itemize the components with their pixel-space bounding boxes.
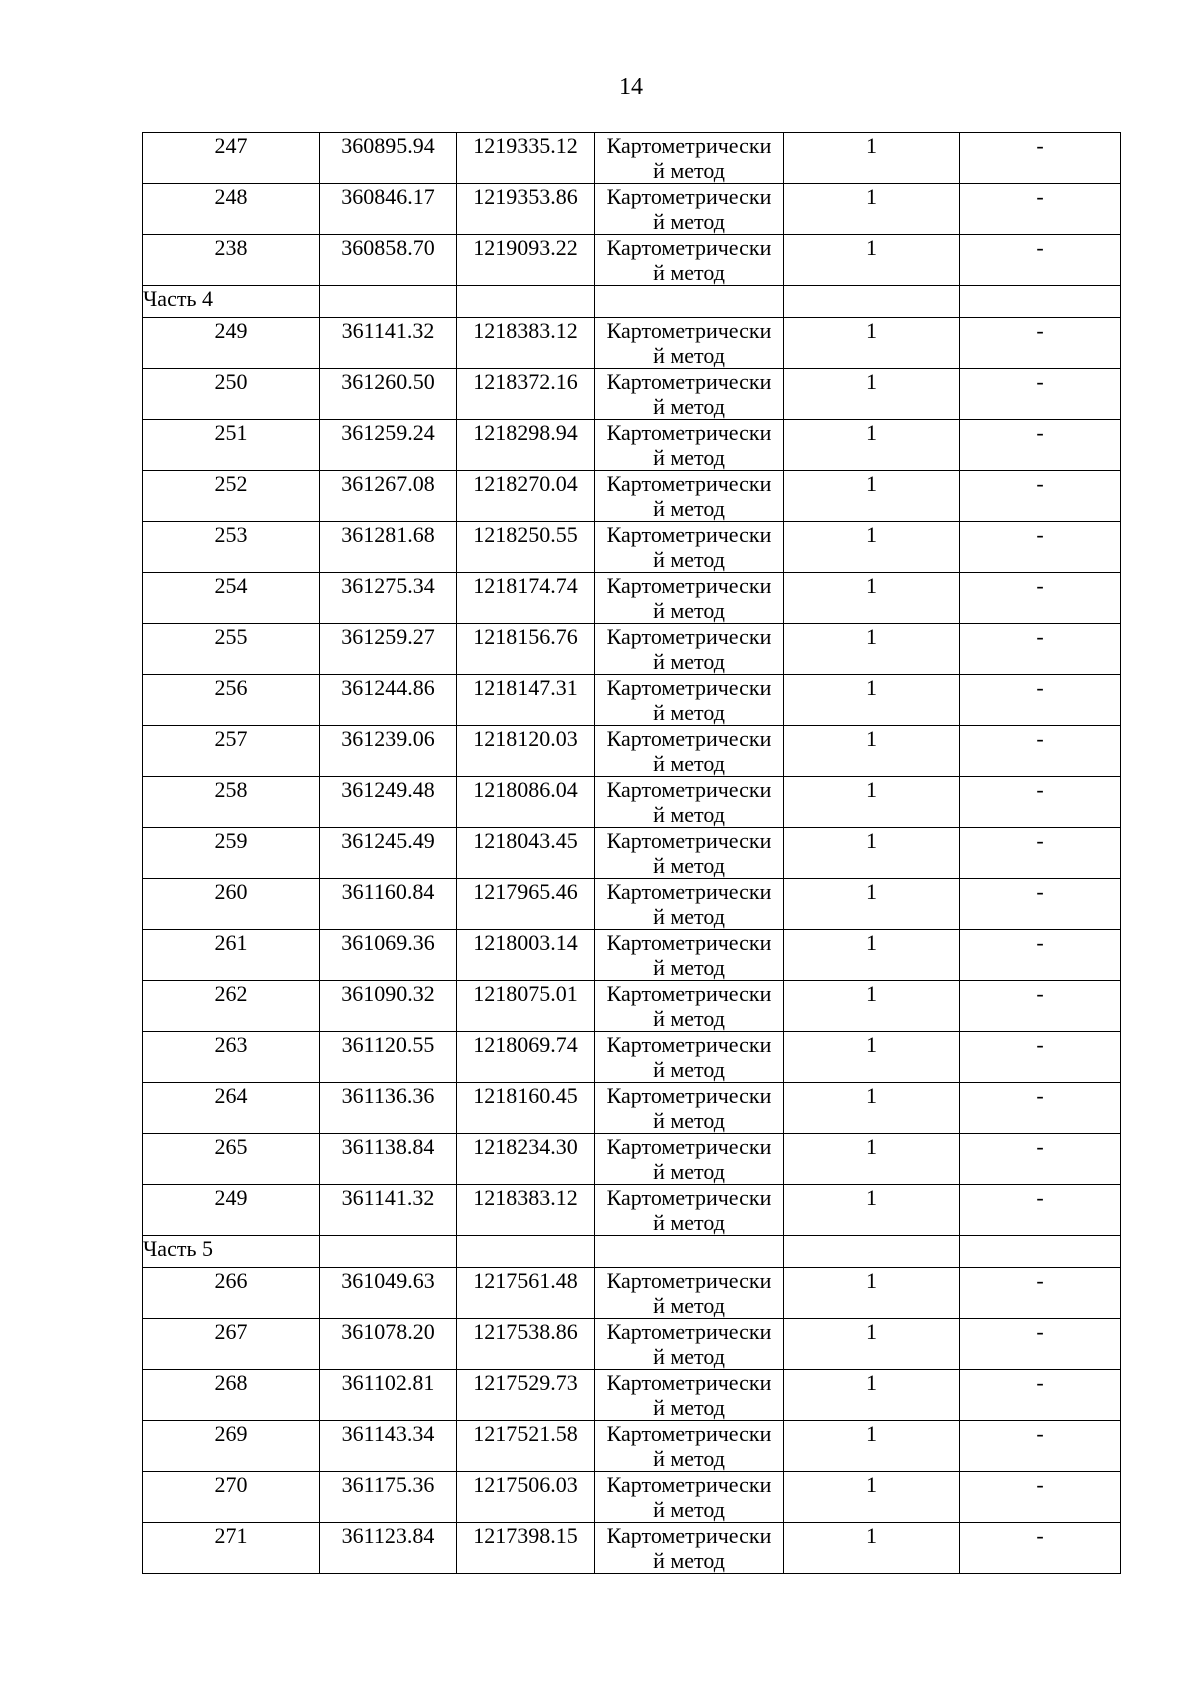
method-text-line1: Картометрически xyxy=(606,318,772,343)
x-coordinate-cell: 361245.49 xyxy=(320,828,457,879)
table-body xyxy=(143,133,1121,1574)
table-row xyxy=(143,1032,1121,1083)
accuracy-cell: 1 xyxy=(784,675,960,726)
x-coordinate-cell: 361069.36 xyxy=(320,930,457,981)
method-cell xyxy=(595,930,784,981)
note-cell: - xyxy=(960,1134,1121,1185)
method-cell xyxy=(595,624,784,675)
method-cell xyxy=(595,1472,784,1523)
table-row xyxy=(143,420,1121,471)
method-text-line2: й метод xyxy=(653,904,725,929)
method-text-line1: Картометрически xyxy=(606,420,772,445)
empty-cell xyxy=(320,1236,457,1268)
method-text-line2: й метод xyxy=(653,751,725,776)
note-cell: - xyxy=(960,828,1121,879)
table-row xyxy=(143,573,1121,624)
note-cell: - xyxy=(960,318,1121,369)
method-text-line1: Картометрически xyxy=(606,369,772,394)
table-row xyxy=(143,624,1121,675)
table-row xyxy=(143,879,1121,930)
accuracy-cell: 1 xyxy=(784,1083,960,1134)
y-coordinate-cell: 1218075.01 xyxy=(457,981,595,1032)
point-number-cell: 253 xyxy=(143,522,320,573)
note-cell: - xyxy=(960,1268,1121,1319)
method-text-line2: й метод xyxy=(653,1344,725,1369)
point-number-cell: 265 xyxy=(143,1134,320,1185)
empty-cell xyxy=(960,286,1121,318)
note-cell: - xyxy=(960,184,1121,235)
point-number-cell: 238 xyxy=(143,235,320,286)
accuracy-cell: 1 xyxy=(784,879,960,930)
accuracy-cell: 1 xyxy=(784,420,960,471)
table-row xyxy=(143,1083,1121,1134)
table-row xyxy=(143,777,1121,828)
method-text-line2: й метод xyxy=(653,343,725,368)
x-coordinate-cell: 361049.63 xyxy=(320,1268,457,1319)
note-cell: - xyxy=(960,879,1121,930)
method-text-line2: й метод xyxy=(653,649,725,674)
y-coordinate-cell: 1218003.14 xyxy=(457,930,595,981)
method-cell xyxy=(595,1370,784,1421)
x-coordinate-cell: 361090.32 xyxy=(320,981,457,1032)
x-coordinate-cell: 361141.32 xyxy=(320,318,457,369)
accuracy-cell: 1 xyxy=(784,624,960,675)
table-row xyxy=(143,522,1121,573)
method-text-line2: й метод xyxy=(653,1497,725,1522)
x-coordinate-cell: 361260.50 xyxy=(320,369,457,420)
table-row xyxy=(143,369,1121,420)
point-number-cell: 269 xyxy=(143,1421,320,1472)
empty-cell xyxy=(595,286,784,318)
table-row xyxy=(143,1268,1121,1319)
accuracy-cell: 1 xyxy=(784,1421,960,1472)
x-coordinate-cell: 361102.81 xyxy=(320,1370,457,1421)
table-row xyxy=(143,1134,1121,1185)
note-cell: - xyxy=(960,1185,1121,1236)
empty-cell xyxy=(784,1236,960,1268)
method-text-line2: й метод xyxy=(653,496,725,521)
method-cell xyxy=(595,522,784,573)
y-coordinate-cell: 1217521.58 xyxy=(457,1421,595,1472)
part-header-row xyxy=(143,1236,1121,1268)
note-cell: - xyxy=(960,726,1121,777)
y-coordinate-cell: 1218383.12 xyxy=(457,1185,595,1236)
method-text-line2: й метод xyxy=(653,1395,725,1420)
method-cell xyxy=(595,184,784,235)
method-text-line1: Картометрически xyxy=(606,879,772,904)
y-coordinate-cell: 1218156.76 xyxy=(457,624,595,675)
y-coordinate-cell: 1218174.74 xyxy=(457,573,595,624)
method-text-line2: й метод xyxy=(653,853,725,878)
empty-cell xyxy=(457,1236,595,1268)
method-text-line2: й метод xyxy=(653,1108,725,1133)
empty-cell xyxy=(320,286,457,318)
method-text-line2: й метод xyxy=(653,1548,725,1573)
method-text-line1: Картометрически xyxy=(606,522,772,547)
x-coordinate-cell: 361123.84 xyxy=(320,1523,457,1574)
method-cell xyxy=(595,573,784,624)
empty-cell xyxy=(595,1236,784,1268)
accuracy-cell: 1 xyxy=(784,471,960,522)
method-cell xyxy=(595,777,784,828)
point-number-cell: 255 xyxy=(143,624,320,675)
page-number: 14 xyxy=(619,74,643,100)
method-text-line1: Картометрически xyxy=(606,133,772,158)
method-text-line2: й метод xyxy=(653,209,725,234)
y-coordinate-cell: 1219353.86 xyxy=(457,184,595,235)
table-row xyxy=(143,133,1121,184)
note-cell: - xyxy=(960,1083,1121,1134)
accuracy-cell: 1 xyxy=(784,930,960,981)
method-text-line1: Картометрически xyxy=(606,1319,772,1344)
table-row xyxy=(143,184,1121,235)
method-text-line1: Картометрически xyxy=(606,1370,772,1395)
point-number-cell: 268 xyxy=(143,1370,320,1421)
method-text-line1: Картометрически xyxy=(606,1421,772,1446)
point-number-cell: 258 xyxy=(143,777,320,828)
y-coordinate-cell: 1217398.15 xyxy=(457,1523,595,1574)
table-row xyxy=(143,1472,1121,1523)
accuracy-cell: 1 xyxy=(784,318,960,369)
method-text-line2: й метод xyxy=(653,1210,725,1235)
note-cell: - xyxy=(960,471,1121,522)
method-text-line2: й метод xyxy=(653,1006,725,1031)
y-coordinate-cell: 1218298.94 xyxy=(457,420,595,471)
method-text-line2: й метод xyxy=(653,158,725,183)
note-cell: - xyxy=(960,369,1121,420)
point-number-cell: 249 xyxy=(143,1185,320,1236)
table-row xyxy=(143,675,1121,726)
x-coordinate-cell: 361143.34 xyxy=(320,1421,457,1472)
note-cell: - xyxy=(960,624,1121,675)
point-number-cell: 256 xyxy=(143,675,320,726)
method-text-line1: Картометрически xyxy=(606,1185,772,1210)
method-cell xyxy=(595,675,784,726)
accuracy-cell: 1 xyxy=(784,133,960,184)
y-coordinate-cell: 1218372.16 xyxy=(457,369,595,420)
y-coordinate-cell: 1217506.03 xyxy=(457,1472,595,1523)
x-coordinate-cell: 361138.84 xyxy=(320,1134,457,1185)
method-cell xyxy=(595,981,784,1032)
y-coordinate-cell: 1218120.03 xyxy=(457,726,595,777)
empty-cell xyxy=(457,286,595,318)
y-coordinate-cell: 1218086.04 xyxy=(457,777,595,828)
y-coordinate-cell: 1218250.55 xyxy=(457,522,595,573)
method-cell xyxy=(595,1523,784,1574)
method-text-line1: Картометрически xyxy=(606,471,772,496)
method-cell xyxy=(595,1083,784,1134)
note-cell: - xyxy=(960,777,1121,828)
method-cell xyxy=(595,1319,784,1370)
method-cell xyxy=(595,235,784,286)
note-cell: - xyxy=(960,573,1121,624)
accuracy-cell: 1 xyxy=(784,1523,960,1574)
x-coordinate-cell: 361249.48 xyxy=(320,777,457,828)
table-row xyxy=(143,726,1121,777)
method-text-line1: Картометрически xyxy=(606,1083,772,1108)
method-text-line1: Картометрически xyxy=(606,675,772,700)
point-number-cell: 267 xyxy=(143,1319,320,1370)
point-number-cell: 270 xyxy=(143,1472,320,1523)
accuracy-cell: 1 xyxy=(784,184,960,235)
method-text-line1: Картометрически xyxy=(606,573,772,598)
method-text-line1: Картометрически xyxy=(606,1134,772,1159)
x-coordinate-cell: 361281.68 xyxy=(320,522,457,573)
y-coordinate-cell: 1218234.30 xyxy=(457,1134,595,1185)
part-label: Часть 4 xyxy=(143,286,320,318)
accuracy-cell: 1 xyxy=(784,828,960,879)
method-cell xyxy=(595,133,784,184)
accuracy-cell: 1 xyxy=(784,1319,960,1370)
method-cell xyxy=(595,369,784,420)
y-coordinate-cell: 1217561.48 xyxy=(457,1268,595,1319)
empty-cell xyxy=(960,1236,1121,1268)
y-coordinate-cell: 1218147.31 xyxy=(457,675,595,726)
note-cell: - xyxy=(960,1370,1121,1421)
y-coordinate-cell: 1218043.45 xyxy=(457,828,595,879)
method-cell xyxy=(595,726,784,777)
method-text-line2: й метод xyxy=(653,802,725,827)
point-number-cell: 248 xyxy=(143,184,320,235)
note-cell: - xyxy=(960,1032,1121,1083)
x-coordinate-cell: 360846.17 xyxy=(320,184,457,235)
table-row xyxy=(143,471,1121,522)
table-row xyxy=(143,930,1121,981)
accuracy-cell: 1 xyxy=(784,369,960,420)
method-text-line2: й метод xyxy=(653,1293,725,1318)
y-coordinate-cell: 1219335.12 xyxy=(457,133,595,184)
point-number-cell: 271 xyxy=(143,1523,320,1574)
y-coordinate-cell: 1218069.74 xyxy=(457,1032,595,1083)
table-row xyxy=(143,1421,1121,1472)
note-cell: - xyxy=(960,1421,1121,1472)
point-number-cell: 251 xyxy=(143,420,320,471)
method-cell xyxy=(595,828,784,879)
point-number-cell: 266 xyxy=(143,1268,320,1319)
accuracy-cell: 1 xyxy=(784,1472,960,1523)
accuracy-cell: 1 xyxy=(784,777,960,828)
table-row xyxy=(143,828,1121,879)
y-coordinate-cell: 1219093.22 xyxy=(457,235,595,286)
method-text-line1: Картометрически xyxy=(606,624,772,649)
accuracy-cell: 1 xyxy=(784,235,960,286)
point-number-cell: 254 xyxy=(143,573,320,624)
x-coordinate-cell: 361175.36 xyxy=(320,1472,457,1523)
method-cell xyxy=(595,1421,784,1472)
point-number-cell: 257 xyxy=(143,726,320,777)
table-row xyxy=(143,1185,1121,1236)
accuracy-cell: 1 xyxy=(784,573,960,624)
accuracy-cell: 1 xyxy=(784,726,960,777)
x-coordinate-cell: 361267.08 xyxy=(320,471,457,522)
x-coordinate-cell: 360858.70 xyxy=(320,235,457,286)
x-coordinate-cell: 361136.36 xyxy=(320,1083,457,1134)
point-number-cell: 247 xyxy=(143,133,320,184)
x-coordinate-cell: 361259.24 xyxy=(320,420,457,471)
point-number-cell: 261 xyxy=(143,930,320,981)
accuracy-cell: 1 xyxy=(784,981,960,1032)
method-text-line1: Картометрически xyxy=(606,1472,772,1497)
method-cell xyxy=(595,1268,784,1319)
point-number-cell: 252 xyxy=(143,471,320,522)
method-text-line1: Картометрически xyxy=(606,777,772,802)
accuracy-cell: 1 xyxy=(784,1134,960,1185)
note-cell: - xyxy=(960,1472,1121,1523)
method-text-line2: й метод xyxy=(653,1446,725,1471)
note-cell: - xyxy=(960,1523,1121,1574)
method-text-line1: Картометрически xyxy=(606,828,772,853)
x-coordinate-cell: 361239.06 xyxy=(320,726,457,777)
method-cell xyxy=(595,879,784,930)
note-cell: - xyxy=(960,930,1121,981)
x-coordinate-cell: 361141.32 xyxy=(320,1185,457,1236)
x-coordinate-cell: 361275.34 xyxy=(320,573,457,624)
accuracy-cell: 1 xyxy=(784,1370,960,1421)
point-number-cell: 263 xyxy=(143,1032,320,1083)
coordinates-table xyxy=(142,132,1121,1574)
x-coordinate-cell: 361160.84 xyxy=(320,879,457,930)
y-coordinate-cell: 1217538.86 xyxy=(457,1319,595,1370)
y-coordinate-cell: 1218160.45 xyxy=(457,1083,595,1134)
note-cell: - xyxy=(960,522,1121,573)
method-text-line2: й метод xyxy=(653,394,725,419)
note-cell: - xyxy=(960,675,1121,726)
method-text-line2: й метод xyxy=(653,700,725,725)
table-row xyxy=(143,1523,1121,1574)
method-cell xyxy=(595,1032,784,1083)
note-cell: - xyxy=(960,235,1121,286)
table-row xyxy=(143,981,1121,1032)
point-number-cell: 250 xyxy=(143,369,320,420)
table-row xyxy=(143,1370,1121,1421)
x-coordinate-cell: 361244.86 xyxy=(320,675,457,726)
point-number-cell: 259 xyxy=(143,828,320,879)
x-coordinate-cell: 361120.55 xyxy=(320,1032,457,1083)
accuracy-cell: 1 xyxy=(784,522,960,573)
y-coordinate-cell: 1217965.46 xyxy=(457,879,595,930)
accuracy-cell: 1 xyxy=(784,1032,960,1083)
x-coordinate-cell: 361078.20 xyxy=(320,1319,457,1370)
method-text-line1: Картометрически xyxy=(606,981,772,1006)
method-cell xyxy=(595,1185,784,1236)
method-text-line1: Картометрически xyxy=(606,1523,772,1548)
y-coordinate-cell: 1218270.04 xyxy=(457,471,595,522)
point-number-cell: 264 xyxy=(143,1083,320,1134)
note-cell: - xyxy=(960,420,1121,471)
method-text-line2: й метод xyxy=(653,1057,725,1082)
table-row xyxy=(143,318,1121,369)
point-number-cell: 260 xyxy=(143,879,320,930)
part-label: Часть 5 xyxy=(143,1236,320,1268)
point-number-cell: 262 xyxy=(143,981,320,1032)
table-row xyxy=(143,1319,1121,1370)
accuracy-cell: 1 xyxy=(784,1185,960,1236)
method-text-line1: Картометрически xyxy=(606,184,772,209)
method-text-line2: й метод xyxy=(653,1159,725,1184)
point-number-cell: 249 xyxy=(143,318,320,369)
table-row xyxy=(143,235,1121,286)
method-text-line2: й метод xyxy=(653,598,725,623)
method-text-line2: й метод xyxy=(653,547,725,572)
method-text-line1: Картометрически xyxy=(606,726,772,751)
method-text-line1: Картометрически xyxy=(606,930,772,955)
method-text-line1: Картометрически xyxy=(606,1268,772,1293)
method-text-line2: й метод xyxy=(653,445,725,470)
method-cell xyxy=(595,471,784,522)
note-cell: - xyxy=(960,981,1121,1032)
method-text-line1: Картометрически xyxy=(606,1032,772,1057)
method-text-line1: Картометрически xyxy=(606,235,772,260)
method-text-line2: й метод xyxy=(653,955,725,980)
x-coordinate-cell: 360895.94 xyxy=(320,133,457,184)
y-coordinate-cell: 1218383.12 xyxy=(457,318,595,369)
part-header-row xyxy=(143,286,1121,318)
y-coordinate-cell: 1217529.73 xyxy=(457,1370,595,1421)
method-cell xyxy=(595,318,784,369)
method-cell xyxy=(595,420,784,471)
accuracy-cell: 1 xyxy=(784,1268,960,1319)
method-cell xyxy=(595,1134,784,1185)
method-text-line2: й метод xyxy=(653,260,725,285)
empty-cell xyxy=(784,286,960,318)
x-coordinate-cell: 361259.27 xyxy=(320,624,457,675)
note-cell: - xyxy=(960,133,1121,184)
note-cell: - xyxy=(960,1319,1121,1370)
